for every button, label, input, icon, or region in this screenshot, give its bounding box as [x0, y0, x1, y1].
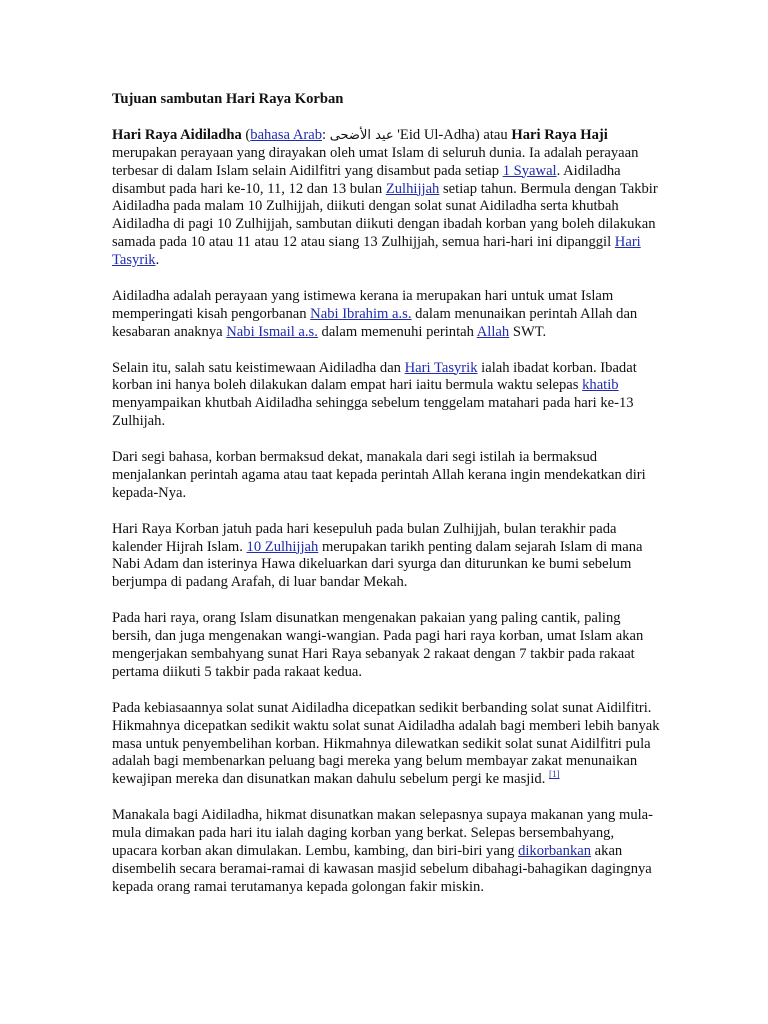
paragraph-ibadat-korban — [112, 360, 660, 432]
text: Hari Raya Korban jatuh pada hari kesepuluh pada bulan Zulhijjah, bulan terakhir pada kalender Hijrah Islam. — [112, 520, 617, 555]
text: setiap tahun. Bermula dengan Takbir Aidiladha pada malam 10 Zulhijjah, diikuti dengan solat sunat Aidiladha serta khutbah Aidiladha di pagi 10 Zulhijjah, sambutan diikuti dengan ibadah korban yang boleh dilakukan samada pada 10 atau 11 atau 12 atau siang 13 Zulhijjah, semua hari-hari ini dipanggil — [112, 180, 658, 251]
text: Aidiladha adalah perayaan yang istimewa kerana ia merupakan hari untuk umat Islam memperingati kisah pengorbanan — [112, 287, 614, 322]
term-hari-raya-haji: Hari Raya Haji — [511, 126, 608, 143]
text: : — [322, 126, 330, 143]
text: ( — [241, 126, 251, 143]
link-nabi-ismail[interactable]: Nabi Ismail a.s. — [226, 323, 318, 340]
paragraph-solat-sunat — [112, 700, 660, 790]
text: merupakan perayaan yang dirayakan oleh umat Islam di seluruh dunia. Ia adalah perayaan terbesar di dalam Islam selain Aidilfitri yang disambut pada setiap — [112, 144, 639, 179]
link-nabi-ibrahim[interactable]: Nabi Ibrahim a.s. — [310, 305, 412, 322]
text: . — [155, 252, 160, 269]
document-title: Tujuan sambutan Hari Raya Korban — [112, 91, 344, 107]
link-dikorbankan[interactable]: dikorbankan — [518, 842, 592, 859]
paragraph-hikmat — [112, 807, 660, 897]
paragraph-tarikh — [112, 521, 660, 593]
text: SWT. — [509, 323, 547, 340]
arabic-text: عيد الأضحى — [329, 127, 394, 143]
paragraph-definisi: Dari segi bahasa, korban bermaksud dekat, manakala dari segi istilah ia bermaksud menjalankan perintah agama atau taat kepada perintah Allah kerana ingin mendekatkan diri kepada-Nya. — [112, 449, 646, 501]
text: Pada kebiasaannya solat sunat Aidiladha dicepatkan sedikit berbanding solat sunat Aidilfitri. Hikmahnya dicepatkan sedikit waktu solat sunat Aidiladha adalah bagi memberi lebih banyak masa untuk penyembelihan korban. Hikmahnya dilewatkan sedikit solat sunat Aidilfitri pula adalah bagi membenarkan peluang bagi mereka yang belum membayar zakat menunaikan kewajipan mereka dan disunatkan makan dahulu sebelum pergi ke masjid. — [112, 699, 660, 788]
text: Selain itu, salah satu keistimewaan Aidiladha dan — [112, 359, 405, 376]
text: Manakala bagi Aidiladha, hikmat disunatkan makan selepasnya supaya makanan yang mula-mula dimakan pada hari itu ialah daging korban yang berkat. Selepas bersembahyang, upacara korban akan dimulakan. Lembu, kambing, dan biri-biri yang — [112, 807, 654, 859]
paragraph-pengorbanan — [112, 288, 660, 342]
text: menyampaikan khutbah Aidiladha sehingga sebelum tenggelam matahari pada hari ke-13 Zulhijah. — [112, 395, 634, 430]
document-page — [112, 91, 660, 915]
link-allah[interactable]: Allah — [476, 323, 510, 340]
link-hari-tasyrik[interactable]: Hari Tasyrik — [112, 234, 641, 269]
link-10-zulhijjah[interactable]: 10 Zulhijjah — [246, 538, 319, 555]
text: merupakan tarikh penting dalam sejarah Islam di mana Nabi Adam dan isterinya Hawa dikeluarkan dari syurga dan diturunkan ke bumi sebelum berjumpa di padang Arafah, di luar bandar Mekah. — [112, 538, 643, 591]
footnote-reference-link[interactable]: [1] — [549, 769, 560, 780]
link-hari-tasyrik-2[interactable]: Hari Tasyrik — [404, 359, 478, 376]
link-bahasa-arab[interactable]: bahasa Arab — [250, 126, 322, 143]
text: akan disembelih secara beramai-ramai di kawasan masjid sebelum dibahagi-bahagikan dagingnya kepada orang ramai terutamanya kepada golongan fakir miskin. — [112, 842, 652, 895]
link-1-syawal[interactable]: 1 Syawal — [502, 162, 557, 179]
text: ialah ibadat korban. Ibadat korban ini hanya boleh dilakukan dalam empat hari iaitu bermula waktu selepas — [112, 359, 637, 394]
text: dalam memenuhi perintah — [317, 323, 477, 340]
paragraph-hari-raya: Pada hari raya, orang Islam disunatkan mengenakan pakaian yang paling cantik, paling bersih, dan juga mengenakan wangi-wangian. Pada pagi hari raya korban, umat Islam akan mengerjakan sembahyang sunat Hari Raya sebanyak 2 rakaat dengan 7 takbir pada rakaat pertama diikuti 5 takbir pada rakaat kedua. — [112, 610, 644, 680]
text: dalam menunaikan perintah Allah dan kesabaran anaknya — [112, 305, 638, 340]
term-hari-raya-aidiladha: Hari Raya Aidiladha — [112, 126, 242, 143]
link-khatib[interactable]: khatib — [582, 377, 619, 394]
text: 'Eid Ul-Adha) atau — [393, 126, 512, 143]
text: . Aidiladha disambut pada hari ke-10, 11, 12 dan 13 bulan — [112, 162, 621, 197]
link-zulhijjah[interactable]: Zulhijjah — [385, 180, 440, 197]
paragraph-intro — [112, 127, 660, 270]
